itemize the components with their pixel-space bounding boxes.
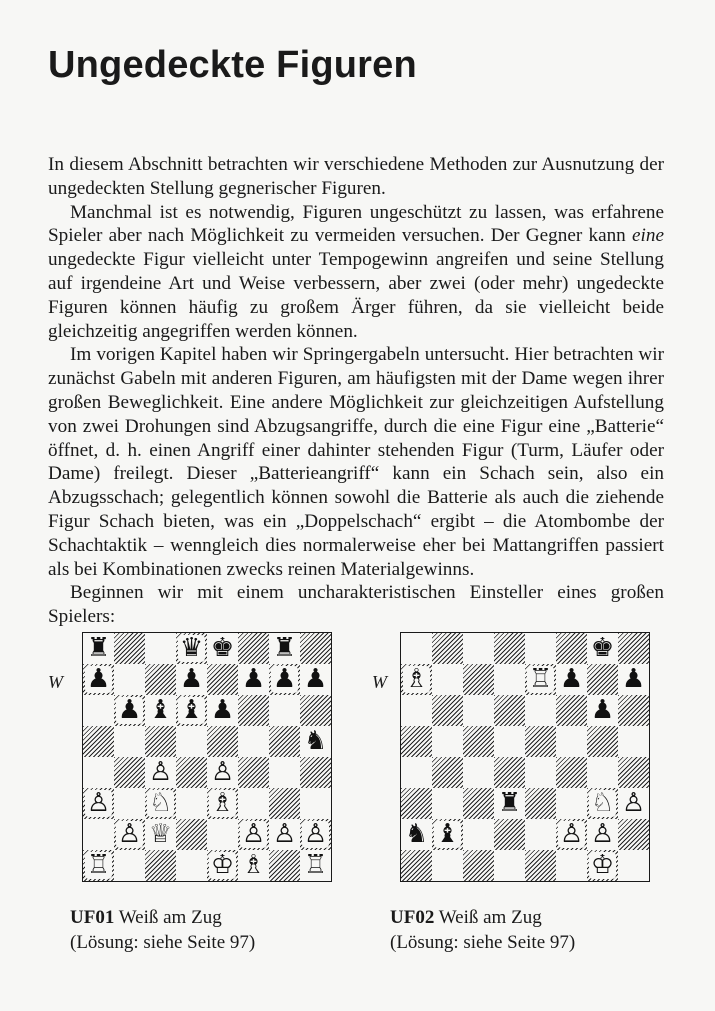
board-square [494,664,525,695]
board-square [300,726,331,757]
board-square [83,726,114,757]
diagram-solution: (Lösung: siehe Seite 97) [70,932,256,953]
board-square [525,726,556,757]
board-square [463,726,494,757]
board-square [587,726,618,757]
board-square [238,788,269,819]
board-square [587,664,618,695]
board-square [145,695,176,726]
chess-piece: ♙ [590,819,615,849]
chess-piece: ♜ [497,788,522,818]
board-square [432,726,463,757]
board-square [463,819,494,850]
board-square [525,695,556,726]
board-square [145,664,176,695]
board-square [556,695,587,726]
board-square [114,788,145,819]
board-square [207,757,238,788]
diagram-caption-text: Weiß am Zug [118,907,222,928]
paragraph-4: Beginnen wir mit einem uncharakteristischen Einsteller eines großen Spielers: [48,582,664,628]
board-square [401,726,432,757]
board-square [432,757,463,788]
board-square [238,726,269,757]
board-square [269,788,300,819]
paragraph-2-rest: ungedeckte Figur vielleicht unter Tempogewinn angreifen und seine Stellung auf irgendeine Art und Weise verbessern, aber zwei (oder mehr) ungedeckte Figuren können häufig zu großem Ärger führen, da sie vielleicht beide gleichzeitig angegriffen werden können. [48,249,664,342]
board-square [145,633,176,664]
board-square [587,788,618,819]
board-square [463,664,494,695]
board-square [587,695,618,726]
board-square [494,757,525,788]
chess-piece: ♟ [117,695,142,725]
board-square [145,819,176,850]
board-square [176,633,207,664]
board-square [207,726,238,757]
board-square [238,633,269,664]
board-square [83,850,114,881]
board-square [556,757,587,788]
board-square [145,850,176,881]
board-square [494,726,525,757]
board-square [401,757,432,788]
board-square [269,664,300,695]
board-square [432,819,463,850]
board-square [114,757,145,788]
board-square [269,695,300,726]
body-text [48,153,664,629]
board-square [300,819,331,850]
board-square [176,819,207,850]
chess-piece: ♙ [210,757,235,787]
board-square [114,695,145,726]
board-square [618,850,649,881]
diagram-caption-uf01 [70,905,255,955]
board-square [238,819,269,850]
board-square [525,757,556,788]
board-square [556,664,587,695]
chess-piece: ♖ [528,664,553,694]
chess-piece: ♙ [117,819,142,849]
board-square [300,788,331,819]
board-square [176,850,207,881]
board-square [269,850,300,881]
board-square [176,726,207,757]
board-square [618,819,649,850]
chess-piece: ♞ [303,726,328,756]
board-square [300,850,331,881]
board-square [176,695,207,726]
chess-piece: ♟ [241,664,266,694]
chess-piece: ♟ [179,664,204,694]
board-square [401,664,432,695]
chess-piece: ♟ [272,664,297,694]
chess-piece: ♔ [210,850,235,880]
chess-piece: ♙ [272,819,297,849]
chess-piece: ♗ [210,788,235,818]
board-square [145,726,176,757]
chess-piece: ♔ [590,850,615,880]
board-square [463,633,494,664]
board-square [525,664,556,695]
board-square [618,788,649,819]
board-square [525,633,556,664]
board-square [300,664,331,695]
board-square [145,788,176,819]
board-square [114,664,145,695]
board-square [114,726,145,757]
chess-piece: ♘ [148,788,173,818]
board-square [494,819,525,850]
board-square [269,819,300,850]
chess-piece: ♘ [590,788,615,818]
board-square [207,819,238,850]
board-square [207,633,238,664]
paragraph-1: In diesem Abschnitt betrachten wir verschiedene Methoden zur Ausnutzung der ungedeckten Stellung gegnerischer Figuren. [48,154,664,199]
board-square [494,788,525,819]
chess-piece: ♜ [86,633,111,663]
board-square [207,788,238,819]
board-square [525,788,556,819]
board-square [494,850,525,881]
board-square [207,695,238,726]
board-square [401,695,432,726]
board-square [587,757,618,788]
chess-piece: ♙ [303,819,328,849]
chess-piece: ♙ [86,788,111,818]
board-square [432,788,463,819]
board-square [432,850,463,881]
board-square [176,788,207,819]
chess-piece: ♟ [559,664,584,694]
chess-piece: ♛ [179,633,204,663]
chess-piece: ♝ [435,819,460,849]
chess-piece: ♙ [148,757,173,787]
paragraph-2 [48,201,664,344]
board-square [618,757,649,788]
chess-piece: ♙ [559,819,584,849]
board-square [114,819,145,850]
diagram-caption-uf02 [390,905,575,955]
board-square [432,664,463,695]
chess-piece: ♗ [404,664,429,694]
chess-piece: ♖ [303,850,328,880]
board-square [556,788,587,819]
board-square [114,850,145,881]
board-square [401,819,432,850]
chess-piece: ♝ [148,695,173,725]
board-square [401,788,432,819]
chess-diagram-uf01 [82,632,332,882]
board-square [556,726,587,757]
chess-diagram-uf02 [400,632,650,882]
board-square [238,695,269,726]
board-square [432,633,463,664]
diagram-id: UF01 [70,907,115,928]
board-square [494,633,525,664]
chess-piece: ♟ [210,695,235,725]
paragraph-3: Im vorigen Kapitel haben wir Springergabeln untersucht. Hier betrachten wir zunächst Gabeln mit anderen Figuren, am häufigsten mit der Dame wegen ihrer großen Beweglichkeit. Eine andere Möglichkeit zur gleichzeitigen Aufstellung von zwei Drohungen sind Abzugsangriffe, durch die eine Figur eine „Batterie“ öffnet, d. h. einen Angriff einer dahinter stehenden Figur (Turm, Läufer oder Dame) freilegt. Dieser „Batterieangriff“ kann ein Schach sein, also ein Abzugsschach; gelegentlich können sowohl die Batterie als auch die ziehende Figur Schach bieten, was ein „Doppelschach“ ergibt – die Atombombe der Schachtaktik – wenngleich dies normalerweise eher bei Mattangriffen passiert als bei Kombinationen zwecks reinen Materialgewinns. [48,344,664,580]
board-square [269,726,300,757]
board-square [207,850,238,881]
board-square [525,850,556,881]
board-square [618,695,649,726]
board-square [463,695,494,726]
chess-piece: ♚ [210,633,235,663]
chess-piece: ♖ [86,850,111,880]
board-square [618,633,649,664]
board-square [556,850,587,881]
board-square [556,819,587,850]
chess-piece: ♟ [86,664,111,694]
diagram-id: UF02 [390,907,435,928]
board-square [145,757,176,788]
board-square [83,757,114,788]
paragraph-2-emphasis: eine [632,225,664,247]
chess-piece: ♗ [241,850,266,880]
board-square [587,819,618,850]
board-square [618,726,649,757]
board-square [238,664,269,695]
chess-piece: ♚ [590,633,615,663]
board-square [83,788,114,819]
board-square [114,633,145,664]
board-square [300,757,331,788]
chess-piece: ♞ [404,819,429,849]
page-title: Ungedeckte Figuren [48,44,417,86]
chess-piece: ♝ [179,695,204,725]
diagram-solution: (Lösung: siehe Seite 97) [390,932,576,953]
board-square [494,695,525,726]
board-square [83,664,114,695]
board-square [176,664,207,695]
chess-piece: ♙ [621,788,646,818]
diagram-caption-text: Weiß am Zug [438,907,542,928]
chess-piece: ♕ [148,819,173,849]
board-square [269,757,300,788]
board-square [300,633,331,664]
board-square [587,850,618,881]
board-square [463,788,494,819]
chess-piece: ♟ [303,664,328,694]
chess-piece: ♟ [590,695,615,725]
board-square [401,633,432,664]
board-square [401,850,432,881]
board-square [269,633,300,664]
chess-piece: ♟ [621,664,646,694]
board-square [618,664,649,695]
board-square [207,664,238,695]
board-square [463,757,494,788]
board-square [300,695,331,726]
chess-piece: ♜ [272,633,297,663]
side-to-move-marker: W [372,672,387,692]
board-square [463,850,494,881]
board-square [587,633,618,664]
board-square [83,819,114,850]
board-square [176,757,207,788]
board-square [83,695,114,726]
board-square [556,633,587,664]
board-square [525,819,556,850]
paragraph-2-start: Manchmal ist es notwendig, Figuren ungeschützt zu lassen, was erfahrene Spieler aber nach Möglichkeit zu vermeiden versuchen. Der Gegner kann [48,201,664,247]
chess-piece: ♙ [241,819,266,849]
side-to-move-marker: W [48,672,63,692]
board-square [432,695,463,726]
board-square [83,633,114,664]
board-square [238,850,269,881]
board-square [238,757,269,788]
